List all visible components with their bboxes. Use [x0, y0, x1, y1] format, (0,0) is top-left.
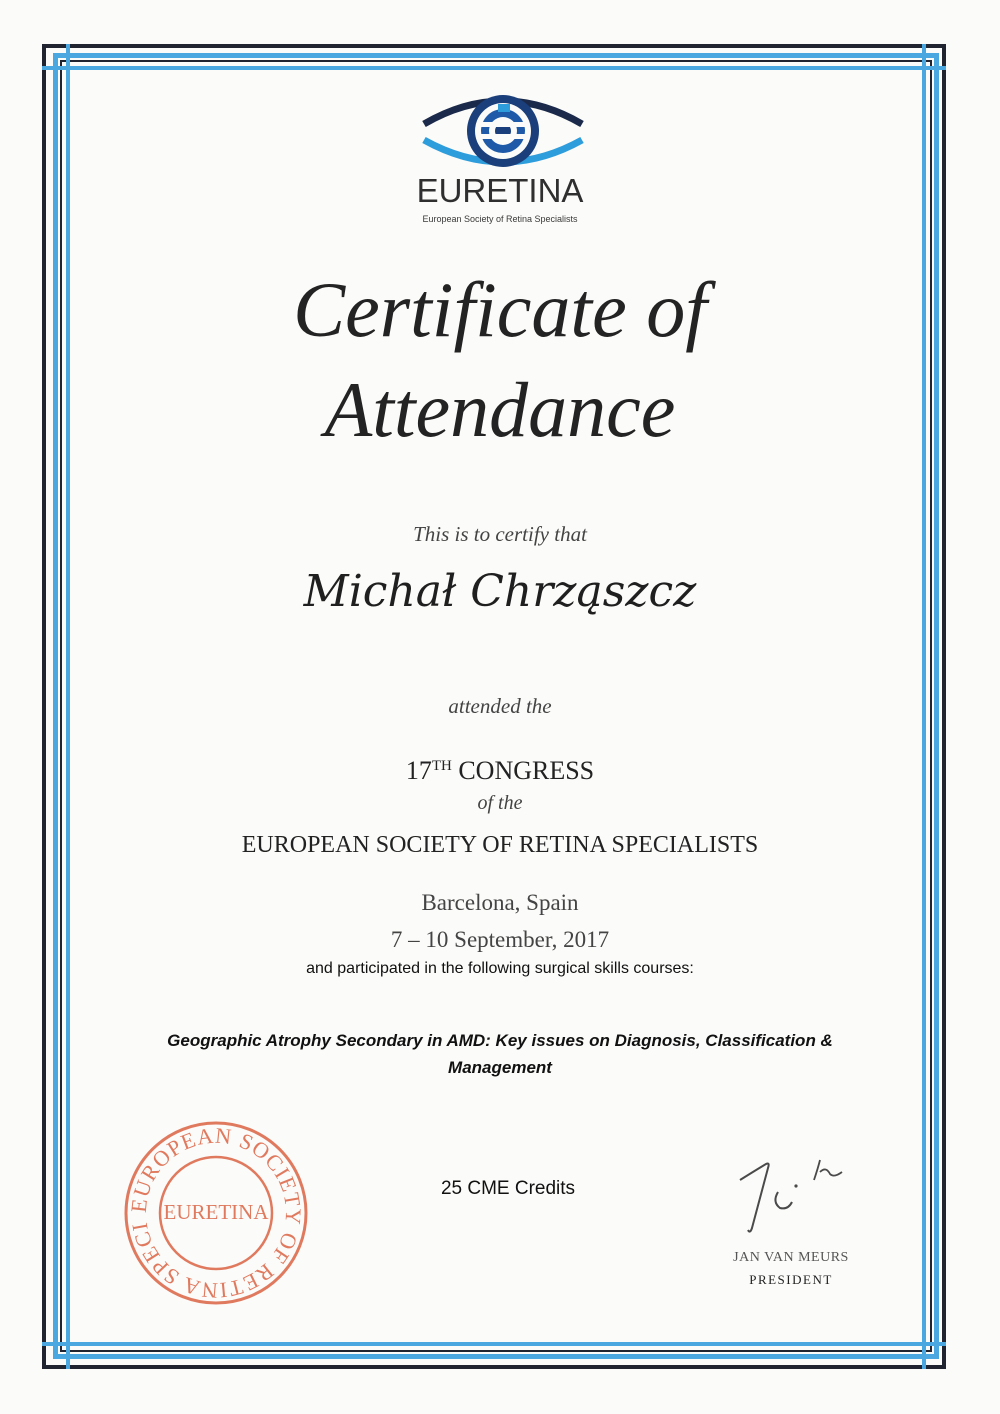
course-name: Geographic Atrophy Secondary in AMD: Key issues on Diagnosis, Classification & Management [167, 1031, 833, 1077]
cme-credits: 25 CME Credits [440, 1178, 576, 1199]
signatory-name: JAN VAN MEURS [733, 1250, 849, 1265]
frame-rail-top [42, 66, 946, 70]
congress-heading [0, 756, 1000, 786]
logo-subtitle: European Society of Retina Specialists [422, 214, 578, 224]
recipient-name: Michał Chrząszcz [303, 566, 697, 617]
euretina-eye-logo [420, 84, 586, 180]
title-line-2: Attendance [324, 366, 676, 453]
participated-text: and participated in the following surgical skills courses: [306, 960, 694, 977]
event-dates: 7 – 10 September, 2017 [390, 927, 610, 952]
stamp-ring-text: EUROPEAN SOCIETY OF RETINA SPECI [125, 1122, 307, 1304]
of-the-text: of the [477, 792, 523, 814]
certify-text: This is to certify that [413, 522, 587, 546]
frame-rail-bottom [42, 1342, 946, 1346]
signatory-title: PRESIDENT [749, 1272, 833, 1287]
congress-suffix: TH [431, 758, 452, 774]
attended-text: attended the [448, 694, 552, 718]
congress-word: CONGRESS [458, 756, 595, 785]
society-name: EUROPEAN SOCIETY OF RETINA SPECIALISTS [241, 832, 759, 858]
event-location: Barcelona, Spain [421, 890, 579, 915]
stamp-center-text: EURETINA [163, 1200, 269, 1224]
euretina-stamp [120, 1118, 312, 1308]
congress-number: 17 [405, 756, 432, 785]
logo-wordmark: EURETINA [416, 172, 584, 209]
title-line-1: Certificate of [293, 266, 707, 353]
president-signature [726, 1150, 866, 1240]
